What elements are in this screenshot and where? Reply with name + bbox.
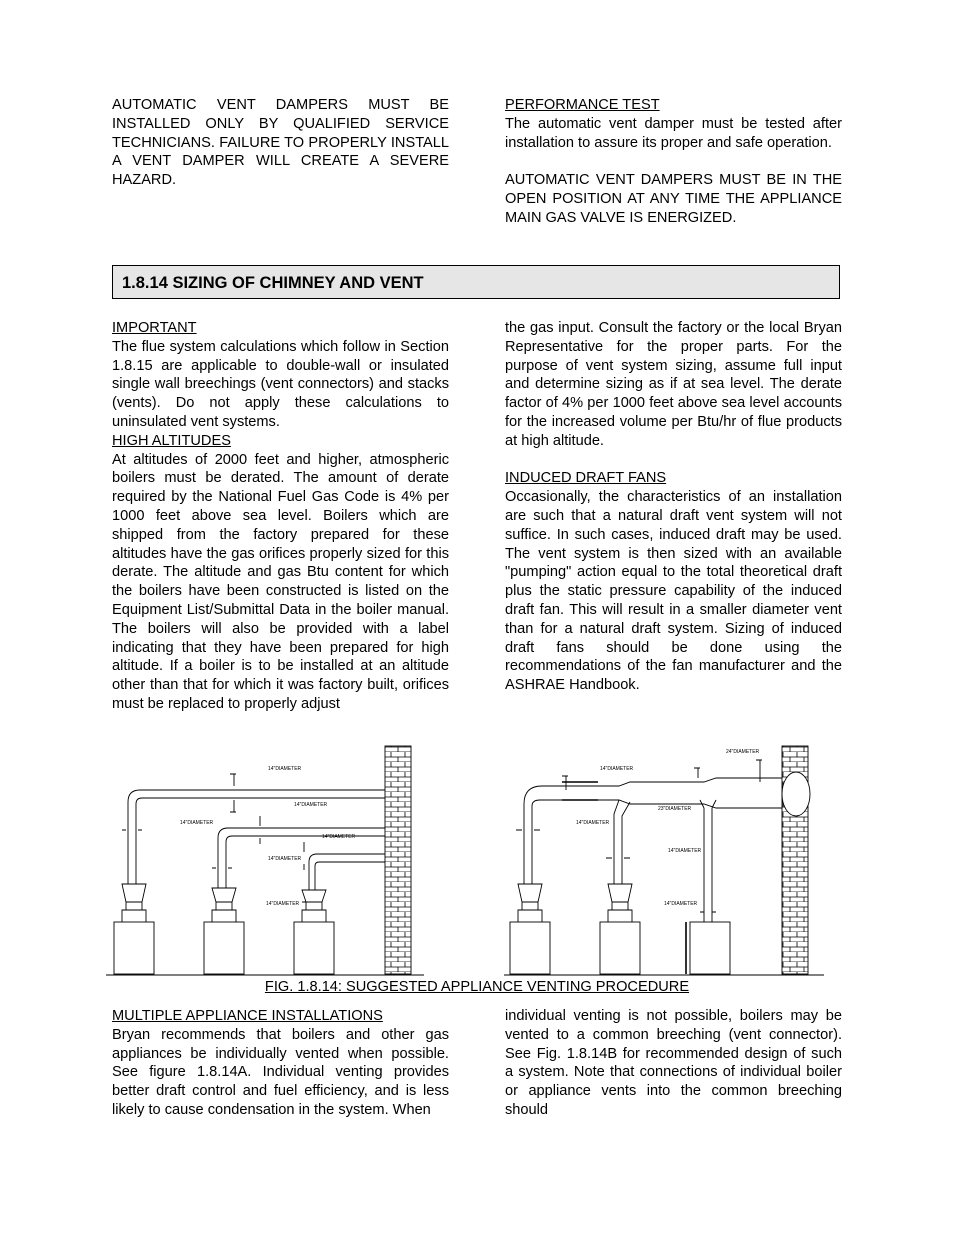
boiler-right-1 xyxy=(510,922,550,974)
performance-test-heading: PERFORMANCE TEST xyxy=(505,97,660,113)
boiler-right-3 xyxy=(690,922,730,974)
diameter-label: 14"DIAMETER xyxy=(180,820,214,826)
diameter-label: 14"DIAMETER xyxy=(268,856,302,862)
boiler-right-2 xyxy=(600,922,640,974)
bottom-right-block xyxy=(505,1007,842,1120)
multiple-appliance-heading: MULTIPLE APPLIANCE INSTALLATIONS xyxy=(112,1008,383,1024)
important-heading: IMPORTANT xyxy=(112,320,197,336)
induced-draft-fans-text: Occasionally, the characteristics of an installation are such that a natural draft vent system will not suffice. In such cases, induced draft may be used. The vent system is then sized with an available "pumping" action equal to the total theoretical draft plus the static pressure capability of the induced draft fan. This will result in a smaller diameter vent than for a natural draft system. Sizing of induced draft fans should be done using the recommendations of the fan manufacturer and the ASHRAE Handbook. xyxy=(505,489,842,694)
section-header: 1.8.14 SIZING OF CHIMNEY AND VENT xyxy=(112,265,840,299)
high-altitudes-continued: the gas input. Consult the factory or the local Bryan Representative for the proper parts. For the purpose of vent system sizing, assume full input and determine sizing as if at sea level. The derate factor of 4% per 1000 feet above sea level accounts for the increased volume per Btu/hr of flue products at high altitude. xyxy=(505,320,842,449)
boiler-left-3 xyxy=(294,922,334,974)
diameter-label: 14"DIAMETER xyxy=(576,820,610,826)
diameter-label: 14"DIAMETER xyxy=(668,848,702,854)
induced-draft-fans-heading: INDUCED DRAFT FANS xyxy=(505,470,667,487)
high-altitudes-heading: HIGH ALTITUDES xyxy=(112,432,231,449)
top-right-block xyxy=(505,96,842,228)
top-left-block xyxy=(112,96,449,190)
open-position-warning: AUTOMATIC VENT DAMPERS MUST BE IN THE OPEN POSITION AT ANY TIME THE APPLIANCE MAIN GAS VALVE IS ENERGIZED. xyxy=(505,172,842,226)
diameter-label: 23"DIAMETER xyxy=(658,806,692,812)
diameter-label: 14"DIAMETER xyxy=(322,834,356,840)
venting-diagram xyxy=(104,742,828,978)
high-altitudes-text: At altitudes of 2000 feet and higher, atmospheric boilers must be derated. The amount of derate required by the National Fuel Gas Code is 4% per 1000 feet above sea level. Boilers which are shipped from the factory prepared for these altitudes have the gas orifices properly sized for this derate. The altitude and gas Btu content for which the boilers have been constructed is listed on the Equipment List/Submittal Data in the boiler manual. The boilers will also be provided with a label indicating that they have been prepared for high altitude. If a boiler is to be installed at an altitude other than that for which it was factory built, orifices must be replaced to properly adjust xyxy=(112,451,449,712)
bottom-left-block xyxy=(112,1007,449,1120)
important-text: The flue system calculations which follow in Section 1.8.15 are applicable to double-wall or insulated single wall breechings (vent connectors) and stacks (vents). Do not apply these calculations to uninsulated vent systems. xyxy=(112,338,449,430)
diameter-label: 14"DIAMETER xyxy=(268,766,302,772)
common-breeching-text: individual venting is not possible, boilers may be vented to a common breeching (vent connector). See Fig. 1.8.14B for recommended design of such a system. Note that connections of individual boiler or appliance vents into the common breeching should xyxy=(505,1008,842,1118)
boiler-left-1 xyxy=(114,922,154,974)
venting-figure xyxy=(104,742,828,978)
diameter-label: 14"DIAMETER xyxy=(266,901,300,907)
performance-test-text: The automatic vent damper must be tested after installation to assure its proper and safe operation. xyxy=(505,115,842,151)
multiple-appliance-text: Bryan recommends that boilers and other gas appliances be individually vented when possible. See figure 1.8.14A. Individual venting provides better draft control and fuel efficiency, and is less likely to cause condensation in the system. When xyxy=(112,1026,449,1118)
right-column xyxy=(505,319,842,695)
figure-caption: FIG. 1.8.14: SUGGESTED APPLIANCE VENTING PROCEDURE xyxy=(264,979,690,995)
vent-damper-warning: AUTOMATIC VENT DAMPERS MUST BE INSTALLED ONLY BY QUALIFIED SERVICE TECHNICIANS. FAILURE TO PROPERLY INSTALL A VENT DAMPER WILL CREATE A SEVERE HAZARD. xyxy=(112,97,449,189)
left-column xyxy=(112,319,449,714)
diameter-label: 14"DIAMETER xyxy=(664,901,698,907)
diameter-label: 24"DIAMETER xyxy=(726,749,760,755)
diameter-label: 14"DIAMETER xyxy=(294,802,328,808)
diameter-label: 14"DIAMETER xyxy=(600,766,634,772)
boiler-left-2 xyxy=(204,922,244,974)
chimney-left xyxy=(385,746,411,974)
